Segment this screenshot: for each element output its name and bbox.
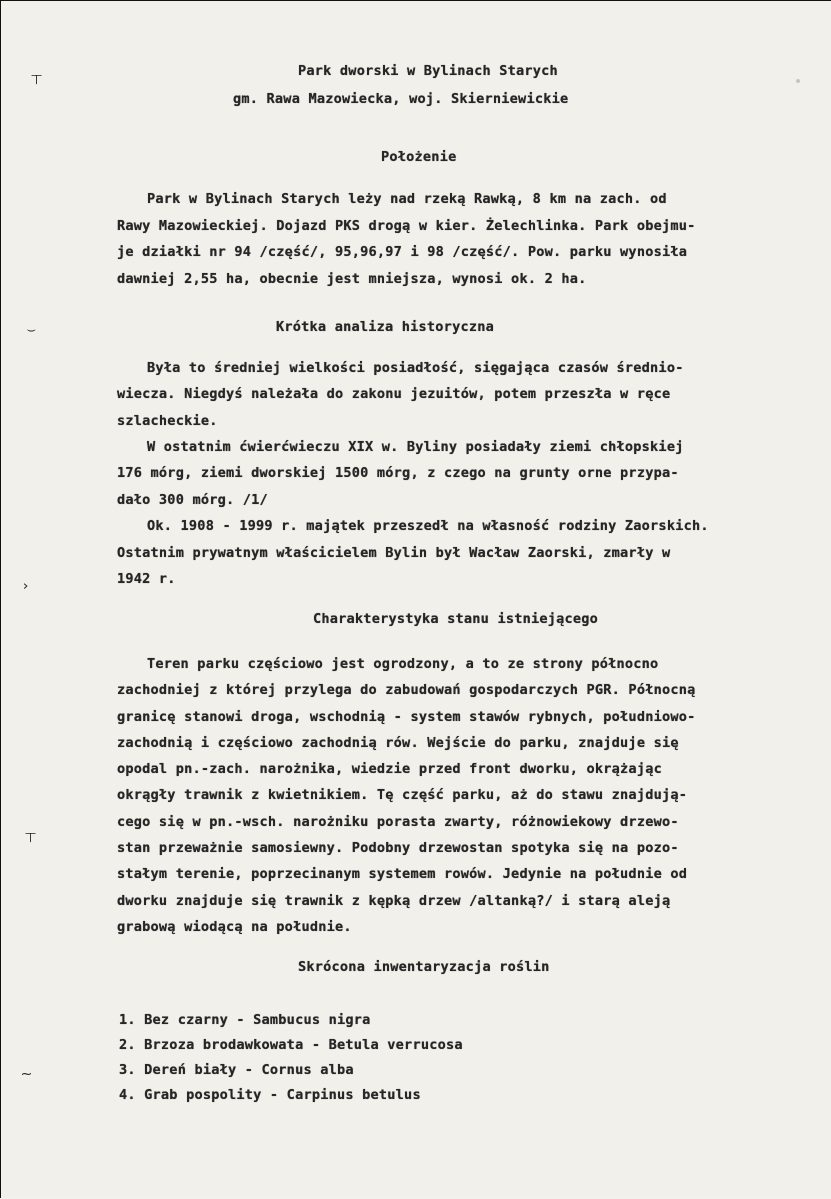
paragraph-line: W ostatnim ćwierćwieczu XIX w. Byliny posiadały ziemi chłopskiej (147, 439, 684, 455)
paragraph-line: Ostatnim prywatnym właścicielem Bylin był Wacław Zaorski, zmarły w (117, 545, 671, 561)
paragraph-line: okrągły trawnik z kwietnikiem. Tę część parku, aż do stawu znajdują- (117, 787, 688, 803)
section-heading: Krótka analiza historyczna (276, 319, 494, 335)
plant-list-item: 1. Bez czarny - Sambucus nigra (119, 1012, 371, 1028)
paragraph-line: Teren parku częściowo jest ogrodzony, a to ze strony północno (147, 656, 659, 672)
plant-list-item: 3. Dereń biały - Cornus alba (119, 1062, 354, 1078)
paragraph-line: zachodniej z której przylega do zabudowań gospodarczych PGR. Północną (117, 682, 696, 698)
document-title: Park dworski w Bylinach Starych (298, 63, 558, 79)
section-heading: Charakterystyka stanu istniejącego (313, 611, 599, 627)
margin-tick-mark: › (22, 579, 29, 594)
paragraph-line: 176 mórg, ziemi dworskiej 1500 mórg, z czego na grunty orne przypa- (117, 465, 679, 481)
paragraph-line: cego się w pn.-wsch. narożniku porasta zwarty, różnowiekowy drzewo- (117, 814, 679, 830)
plant-list-item: 4. Grab pospolity - Carpinus betulus (119, 1087, 421, 1103)
margin-tick-mark: ⊤ (30, 73, 43, 88)
margin-tick-mark: ⌣ (26, 323, 36, 338)
paragraph-line: Rawy Mazowieckiej. Dojazd PKS drogą w kier. Żelechlinka. Park obejmu- (117, 218, 696, 234)
section-heading: Skrócona inwentaryzacja roślin (298, 959, 550, 975)
margin-tick-mark: ~ (20, 1067, 33, 1082)
paragraph-line: wiecza. Niegdyś należała do zakonu jezuitów, potem przeszła w ręce (117, 386, 671, 402)
paragraph-line: dało 300 mórg. /1/ (117, 492, 268, 508)
paragraph-line: opodal pn.-zach. narożnika, wiedzie przed front dworku, okrążając (117, 761, 662, 777)
paragraph-line: je działki nr 94 /część/, 95,96,97 i 98 /część/. Pow. parku wynosiła (117, 244, 688, 260)
typewritten-text (1, 1, 831, 1199)
paragraph-line: granicę stanowi droga, wschodnią - system stawów rybnych, południowo- (117, 709, 696, 725)
paragraph-line: stan przeważnie samosiewny. Podobny drzewostan spotyka się na pozo- (117, 840, 679, 856)
paragraph-line: Ok. 1908 - 1999 r. majątek przeszedł na własność rodziny Zaorskich. (147, 518, 709, 534)
margin-tick-mark: ⊤ (24, 831, 37, 846)
paragraph-line: grabową wiodącą na południe. (117, 919, 352, 935)
paragraph-line: Była to średniej wielkości posiadłość, sięgająca czasów średnio- (147, 360, 684, 376)
paragraph-line: stałym terenie, poprzecinanym systemem rowów. Jedynie na południe od (117, 866, 688, 882)
section-heading: Położenie (381, 149, 457, 165)
paragraph-line: zachodnią i częściowo zachodnią rów. Wejście do parku, znajduje się (117, 735, 679, 751)
paragraph-line: dworku znajduje się trawnik z kępką drzew /altanką?/ i starą aleją (117, 893, 671, 909)
document-subtitle: gm. Rawa Mazowiecka, woj. Skierniewickie (233, 91, 569, 107)
paragraph-line: szlacheckie. (117, 413, 218, 429)
paragraph-line: Park w Bylinach Starych leży nad rzeką Rawką, 8 km na zach. od (147, 191, 667, 207)
paragraph-line: dawniej 2,55 ha, obecnie jest mniejsza, wynosi ok. 2 ha. (117, 271, 587, 287)
plant-list-item: 2. Brzoza brodawkowata - Betula verrucosa (119, 1037, 463, 1053)
paragraph-line: 1942 r. (117, 571, 176, 587)
